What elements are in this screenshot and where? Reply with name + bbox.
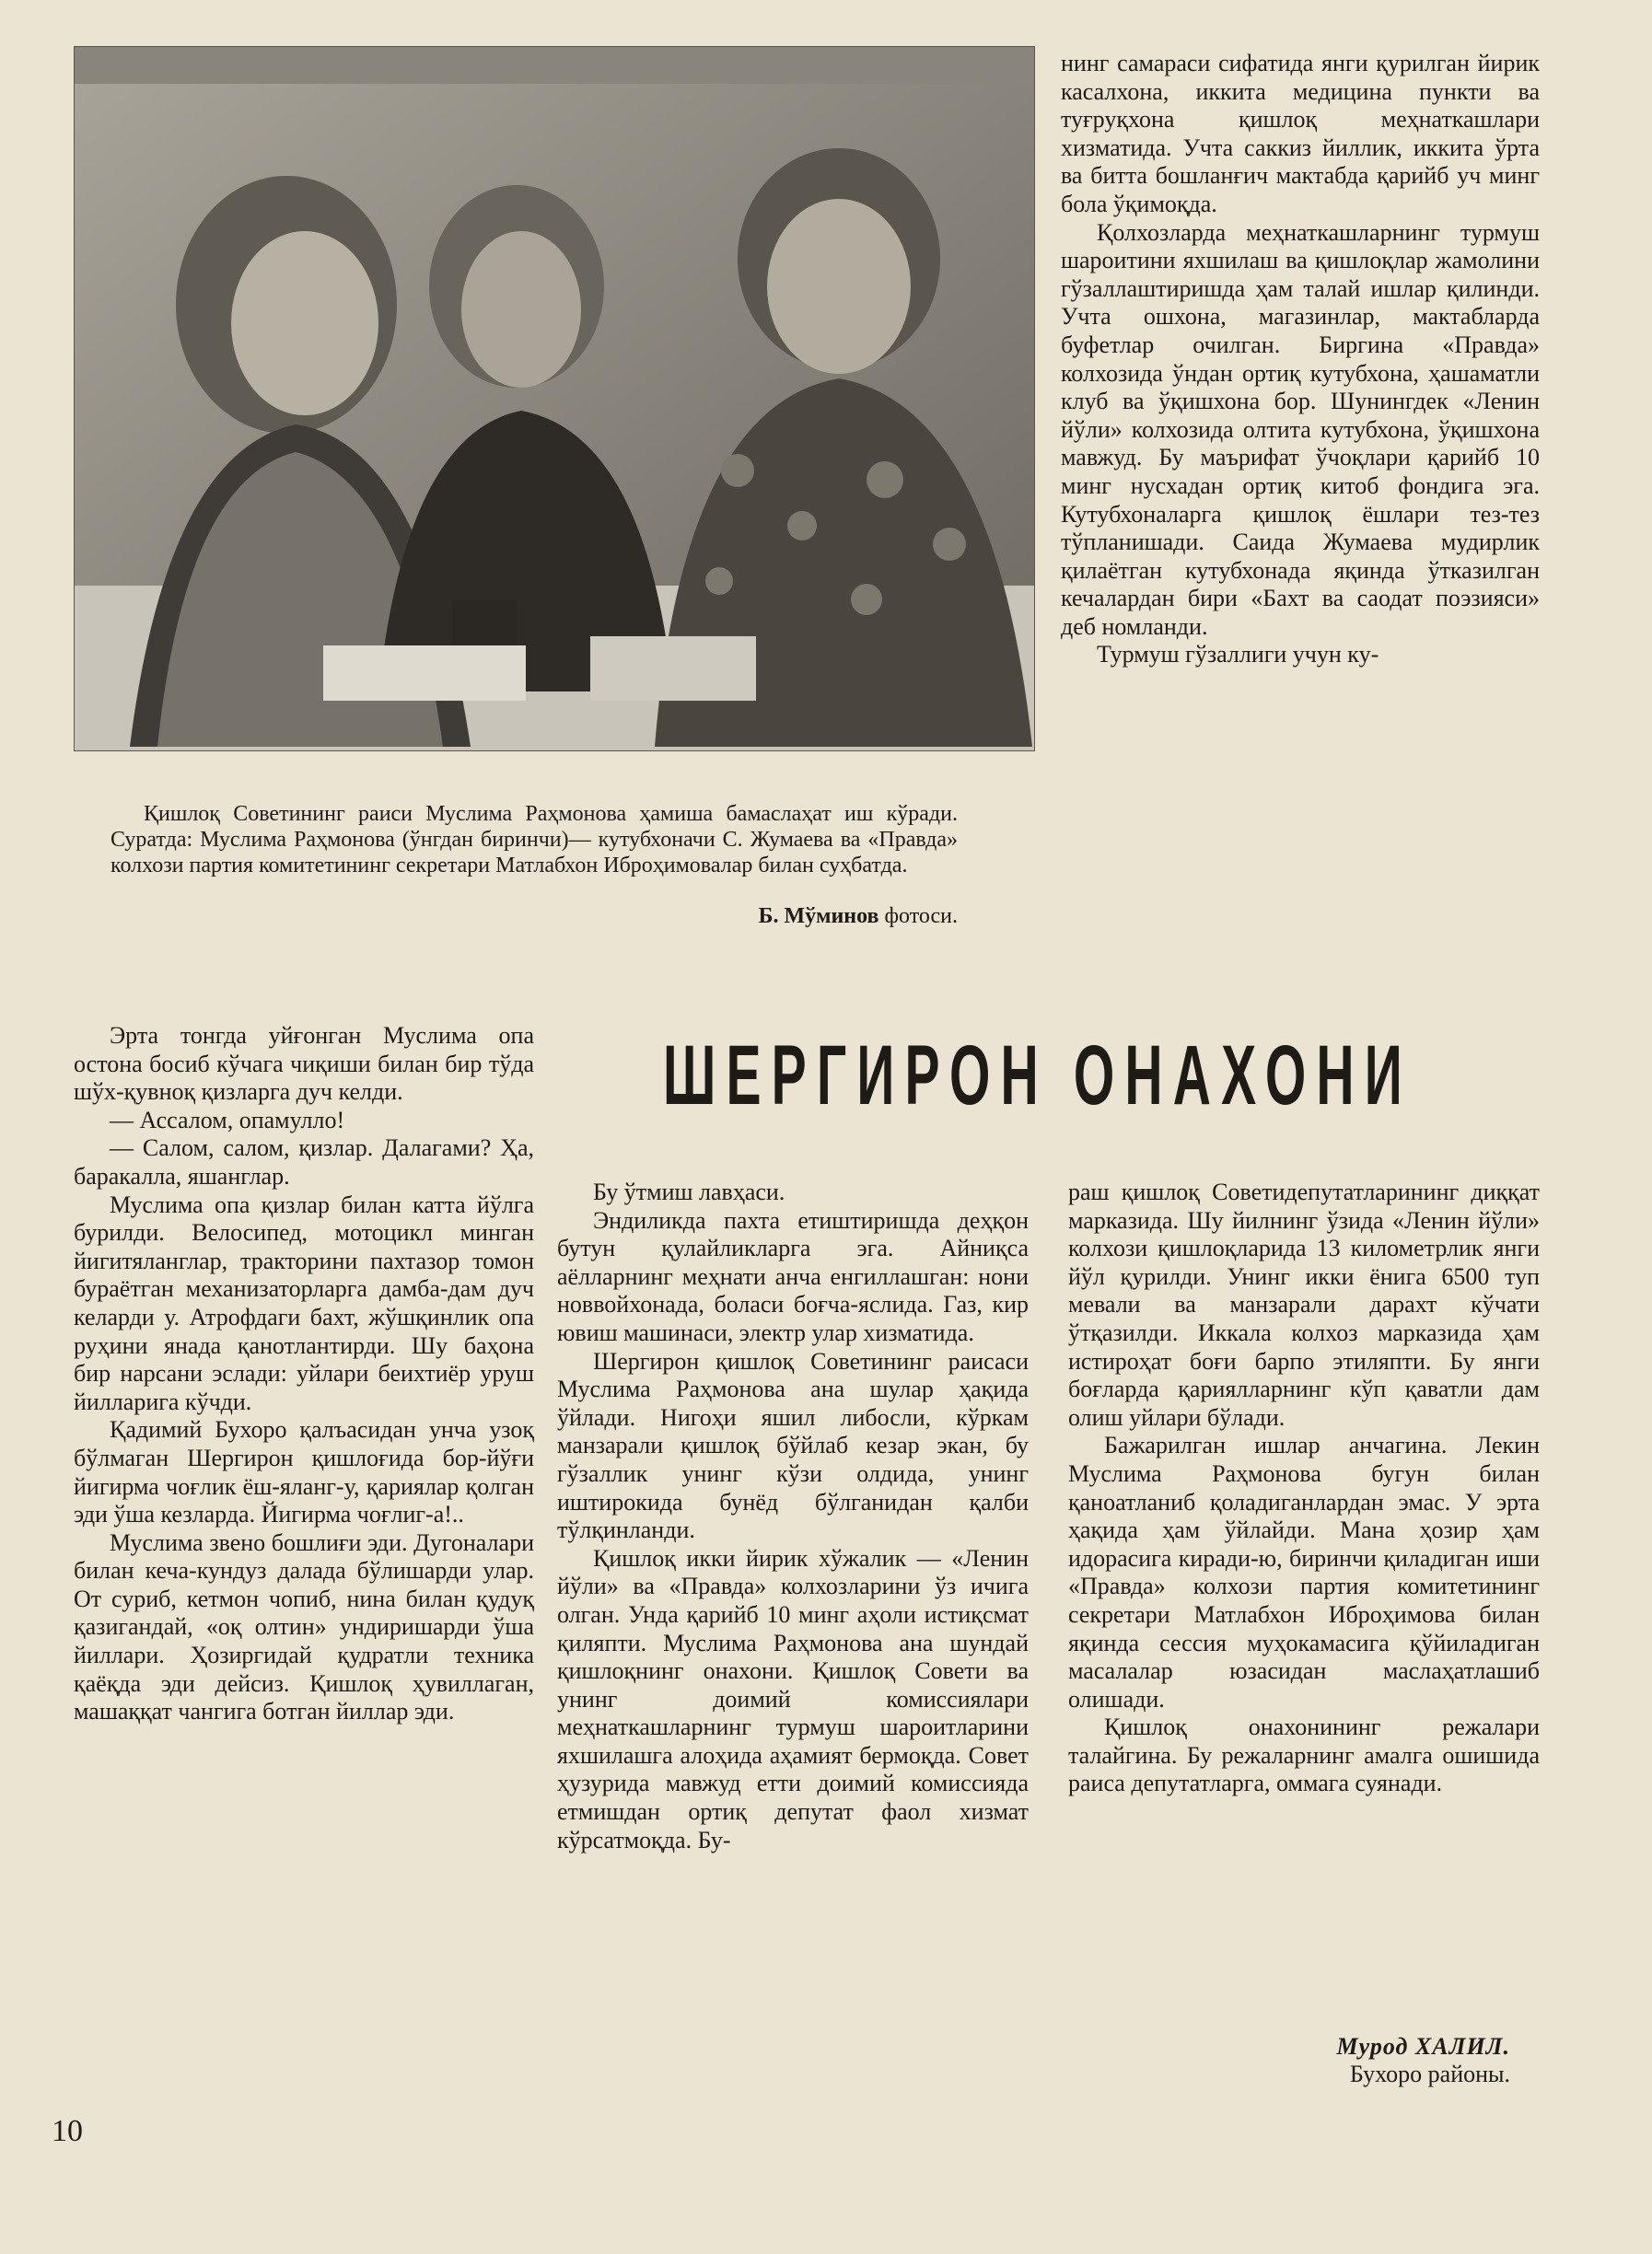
- photo-illustration: [75, 47, 1034, 750]
- article-title: ШЕРГИРОН ОНАХОНИ: [663, 1028, 1413, 1122]
- paragraph: Қишлоқ онахонининг режалари талайгина. Бу режаларнинг амалга ошишида раиса депутатларга, оммага суянади.: [1068, 1714, 1540, 1797]
- paragraph: нинг самараси сифатида янги қурилган йирик касалхона, иккита медицина пункти ва туғруқхона қишлоқ меҳнаткашлари хизматида. Учта саккиз йиллик, иккита ўрта ва битта бошланғич мактабда қарийб уч минг бола ўқимоқда.: [1061, 50, 1540, 217]
- author-place: Бухоро районы.: [1349, 2061, 1510, 2087]
- page-number: 10: [52, 2114, 83, 2148]
- photo-credit-suffix: фотоси.: [884, 904, 958, 928]
- photo-caption: Қишлоқ Советининг раиси Муслима Раҳмонова ҳамиша бамаслаҳат иш кўради. Суратда: Муслима Раҳмонова (ўнгдан биринчи)— кутубхоначи С. Жумаева ва «Правда» колхози партия комитетининг секретари Матлабхон Иброҳимовалар билан суҳбатда.: [111, 802, 958, 877]
- paragraph: раш қишлоқ Советидепутатларининг диққат марказида. Шу йилнинг ўзида «Ленин йўли» колхози қишлоқларида 13 километрлик янги йўл қурилди. Унинг икки ёнига 6500 туп мевали ва манзарали дарахт кўчати ўтқазилди. Иккала колхоз марказида ҳам истироҳат боғи барпо этиляпти. Бу янги боғларда қариялларнинг кўп қаватли дам олиш уйлари бўлади.: [1068, 1179, 1540, 1431]
- paragraph: Бу ўтмиш лавҳаси.: [593, 1179, 785, 1205]
- paragraph: — Салом, салом, қизлар. Далагами? Ҳа, баракалла, яшанглар.: [74, 1134, 534, 1190]
- left-column: [74, 1022, 534, 1726]
- paragraph: Қолхозларда меҳнаткашларнинг турмуш шароитини яхшилаш ва қишлоқлар жамолини гўзаллаштиришда ҳам талай ишлар қилинди. Учта ошхона, магазинлар, мактабларда буфетлар очилган. Биргина «Правда» колхозида ўндан ортиқ кутубхона, ҳашаматли клуб ва ўқишхона бор. Шунингдек «Ленин йўли» колхозида олтита кутубхона, ўқишхона мавжуд. Бу маърифат ўчоқлари қарийб 10 минг нусхадан ортиқ китоб фондига эга. Кутубхоналарга қишлоқ ёшлари тез-тез тўпланишади. Саида Жумаева мудирлик қилаётган кутубхонада яқинда ўтказилган кечалардан бири «Бахт ва саодат поэзияси» деб номланди.: [1061, 218, 1540, 640]
- right-column: [1068, 1179, 1540, 1798]
- paragraph: Муслима звено бошлиғи эди. Дугоналари билан кеча-кундуз далада бўлишарди улар. От суриб, кетмон чопиб, нина билан қудуқ қазигандай, «оқ олтин» ундиришарди ўша йиллари. Ҳозиргидай қудратли техника қаёқда эди дейсиз. Қишлоқ ҳувиллаган, машаққат чангига ботган йиллар эди.: [74, 1528, 534, 1725]
- paragraph: — Ассалом, опамулло!: [110, 1106, 345, 1133]
- paragraph: Қадимий Бухоро қалъасидан унча узоқ бўлмаган Шергирон қишлоғида бор-йўғи йигирма чоғлик ёш-яланг-у, қариялар қолган эди ўша кезларда. Йигирма чоғлиг-а!..: [74, 1416, 534, 1528]
- middle-column: [557, 1179, 1029, 1854]
- paragraph: Муслима опа қизлар билан катта йўлга бурилди. Велосипед, мотоцикл минган йигитяланглар, тракторини пахтазор томон бураётган механизаторларга дамба-дам дуч келарди у. Атрофдаги бахт, жўшқинлик опа руҳини янада қанотлантирди. Шу баҳона бир нарсани эслади: уйлари беихтиёр уруш йилларига кўчди.: [74, 1191, 534, 1415]
- paragraph: Қишлоқ икки йирик хўжалик — «Ленин йўли» ва «Правда» колхозларини ўз ичига олган. Унда қарийб 10 минг аҳоли истиқсмат қиляпти. Муслима Раҳмонова ана шундай қишлоқнинг онахони. Қишлоқ Совети ва унинг доимий комиссиялари меҳнаткашларнинг турмуш шароитларини яхшилашга алоҳида аҳамият бермоқда. Совет ҳузурида мавжуд етти доимий комиссияда етмишдан ортиқ депутат фаол хизмат кўрсатмоқда. Бу-: [557, 1544, 1029, 1853]
- photo-credit: [111, 904, 958, 929]
- paragraph: Бажарилган ишлар анчагина. Лекин Муслима Раҳмонова бугун билан қаноатланиб қоладиганлардан эмас. У эрта ҳақида ҳам ўйлайди. Мана ҳозир ҳам идорасига киради-ю, биринчи қиладиган иши «Правда» колхози партия комитетининг секретари Матлабхон Иброҳимова билан яқинда сессия муҳокамасига қўйиладиган масалалар юзасидан маслаҳатлашиб олишади.: [1068, 1432, 1540, 1713]
- paragraph: Эрта тонгда уйғонган Муслима опа остона босиб кўчага чиқиши билан бир тўда шўх-қувноқ қизларга дуч келди.: [74, 1022, 534, 1106]
- author-signature: [1271, 2033, 1510, 2088]
- photo-credit-name: Б. Мўминов: [758, 904, 879, 928]
- top-right-column: [1061, 50, 1540, 669]
- paragraph: Турмуш гўзаллиги учун ку-: [1097, 641, 1379, 668]
- article-photo: [74, 46, 1035, 751]
- paragraph: Эндиликда пахта етиштиришда деҳқон бутун қулайликларга эга. Айниқса аёлларнинг меҳнати анча енгиллашган: нони новвойхонада, боласи боғча-яслида. Газ, кир ювиш машинаси, электр улар хизматида.: [557, 1206, 1029, 1346]
- paragraph: Шергирон қишлоқ Советининг раисаси Муслима Раҳмонова ана шулар ҳақида ўйлади. Нигоҳи яшил либосли, кўркам манзарали қишлоқ бўйлаб кезар экан, бу гўзаллик унинг кўзи олдида, унинг иштирокида бунёд бўлганидан қалби тўлқинланди.: [557, 1347, 1029, 1544]
- author-name: Мурод ХАЛИЛ.: [1336, 2033, 1510, 2060]
